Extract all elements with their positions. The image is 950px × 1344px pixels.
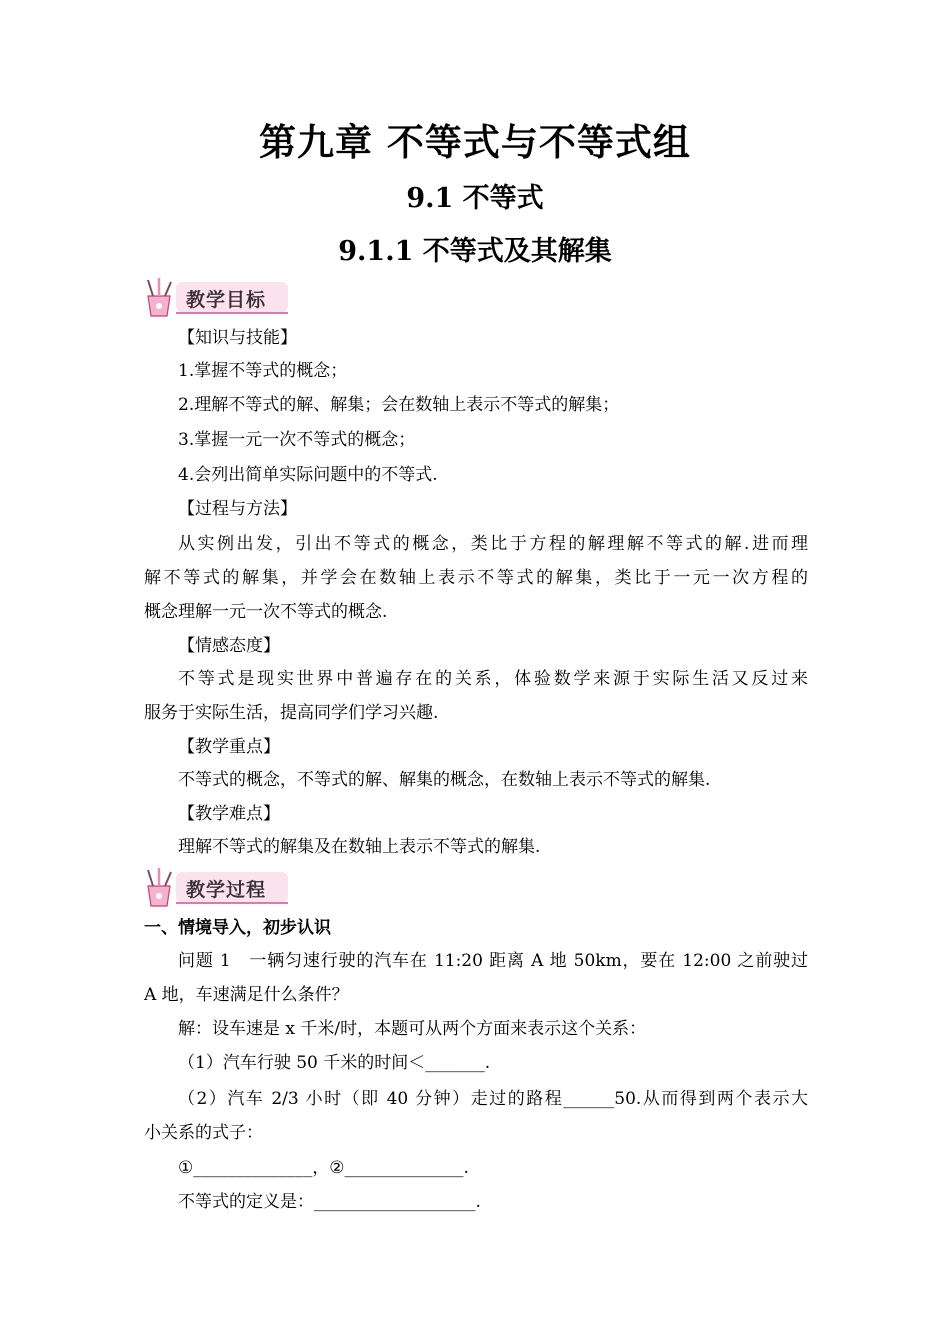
key-text: 不等式的概念，不等式的解、解集的概念，在数轴上表示不等式的解集. — [178, 770, 711, 790]
difficulty-heading: 【教学难点】 — [178, 804, 280, 824]
process-paragraph-line: 概念理解一元一次不等式的概念. — [144, 602, 388, 622]
difficulty-text: 理解不等式的解集及在数轴上表示不等式的解集. — [178, 837, 541, 857]
objectives-banner — [140, 276, 290, 320]
process-banner-label: 教学过程 — [186, 879, 267, 901]
definition-line: 不等式的定义是：___________________. — [178, 1192, 481, 1212]
step2-line: （2）汽车 2/3 小时（即 40 分钟）走过的路程______50.从而得到两个表示大 — [178, 1089, 808, 1109]
knowledge-heading: 【知识与技能】 — [178, 328, 297, 348]
step1-line: （1）汽车行驶 50 千米的时间＜_______. — [178, 1053, 491, 1073]
objectives-banner-label: 教学目标 — [186, 289, 267, 311]
process-heading: 【过程与方法】 — [178, 499, 297, 519]
section-title: 9.1 不等式 — [406, 183, 544, 214]
problem-line: A 地，车速满足什么条件？ — [144, 985, 349, 1005]
process-paragraph-line: 解不等式的解集，并学会在数轴上表示不等式的解集，类比于一元一次方程的 — [144, 568, 808, 588]
knowledge-item: 2.理解不等式的解、解集；会在数轴上表示不等式的解集； — [178, 395, 620, 415]
problem-line: 问题 1 一辆匀速行驶的汽车在 11:20 距离 A 地 50km，要在 12:00 之前驶过 — [178, 951, 808, 971]
key-heading: 【教学重点】 — [178, 737, 280, 757]
solution-intro: 解：设车速是 x 千米/时，本题可从两个方面来表示这个关系： — [178, 1019, 647, 1039]
emotion-heading: 【情感态度】 — [178, 636, 280, 656]
knowledge-item: 3.掌握一元一次不等式的概念； — [178, 430, 416, 450]
chapter-title: 第九章 不等式与不等式组 — [259, 121, 691, 164]
part1-heading: 一、情境导入，初步认识 — [144, 918, 331, 938]
knowledge-item: 1.掌握不等式的概念； — [178, 361, 348, 381]
blanks-line: ①______________，②______________. — [178, 1158, 469, 1178]
knowledge-item: 4.会列出简单实际问题中的不等式. — [178, 465, 438, 485]
emotion-paragraph-line: 不等式是现实世界中普遍存在的关系，体验数学来源于实际生活又反过来 — [178, 669, 808, 689]
step2-line: 小关系的式子： — [144, 1123, 263, 1143]
process-paragraph-line: 从实例出发，引出不等式的概念，类比于方程的解理解不等式的解.进而理 — [178, 534, 808, 554]
emotion-paragraph-line: 服务于实际生活，提高同学们学习兴趣. — [144, 703, 439, 723]
subsection-title: 9.1.1 不等式及其解集 — [338, 236, 612, 267]
process-banner — [140, 866, 290, 910]
